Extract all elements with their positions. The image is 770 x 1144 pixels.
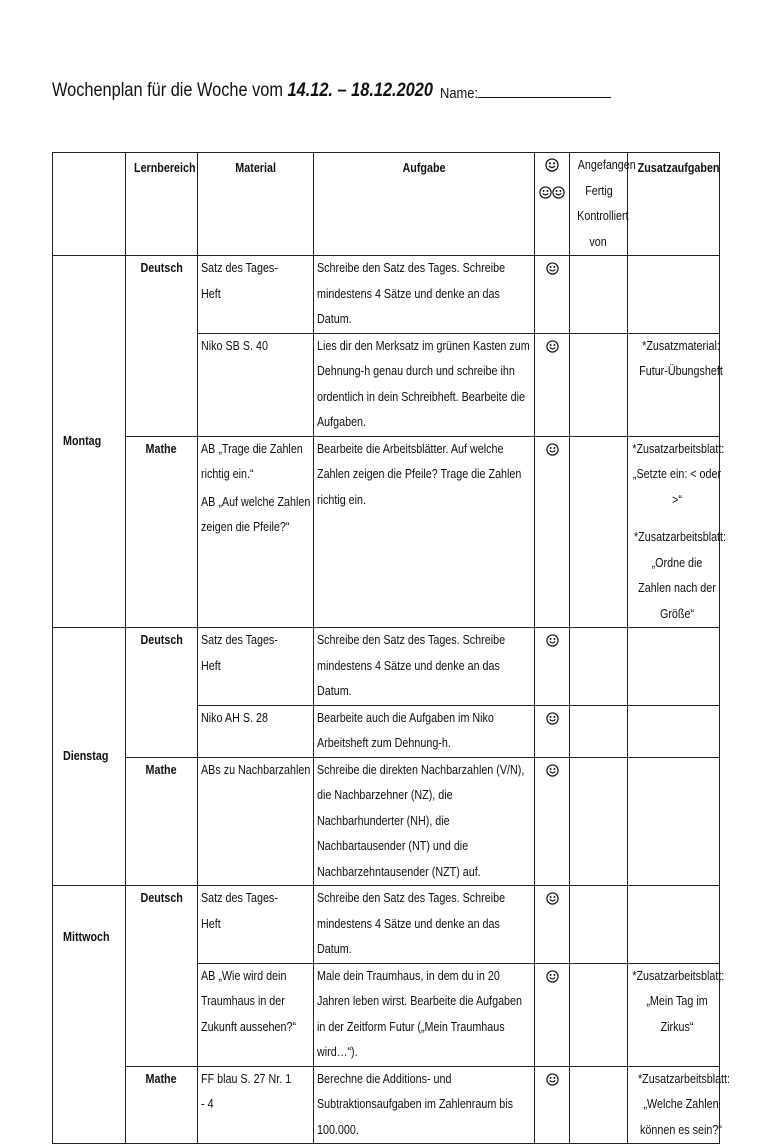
smiley-cell[interactable] [535,1066,570,1144]
status-cell[interactable] [570,436,628,628]
smiley-face-icon [546,764,559,777]
day-mittwoch: Mittwoch [53,886,126,1144]
status-cell[interactable] [570,1066,628,1144]
smiley-face-icon [545,158,559,172]
aufgabe-cell: Male dein Traumhaus, in dem du in 20 Jahren leben wirst. Bearbeite die Aufgaben in der Zeitform Futur („Mein Traumhaus wird…“). [314,963,535,1066]
header-smileys [535,153,570,256]
week-plan-table [52,152,731,1144]
smiley-cell[interactable] [535,886,570,964]
aufgabe-cell: Schreibe den Satz des Tages. Schreibe mindestens 4 Sätze und denke an das Datum. [314,256,535,334]
page-title: Wochenplan für die Woche vom 14.12. – 18.12.2020 [52,80,433,101]
subject-cell: Deutsch [126,886,198,1067]
name-label: Name: [440,85,479,102]
smiley-face-icon [539,186,552,199]
status-cell[interactable] [570,256,628,334]
status-cell[interactable] [570,757,628,886]
subject-cell: Deutsch [126,628,198,758]
smiley-face-icon [546,892,559,905]
smiley-face-icon [546,970,559,983]
status-cell[interactable] [570,705,628,757]
smiley-cell[interactable] [535,333,570,436]
status-cell[interactable] [570,333,628,436]
aufgabe-cell: Bearbeite auch die Aufgaben im Niko Arbeitsheft zum Dehnung-h. [314,705,535,757]
smiley-cell[interactable] [535,436,570,628]
material-cell: ABs zu Nachbarzahlen [198,757,314,886]
aufgabe-cell: Lies dir den Merksatz im grünen Kasten zum Dehnung-h genau durch und schreibe ihn ordentlich in dein Schreibheft. Bearbeite die Aufgaben. [314,333,535,436]
smiley-face-icon [546,634,559,647]
status-cell[interactable] [570,628,628,706]
subject-cell: Mathe [126,1066,198,1144]
day-dienstag: Dienstag [53,628,126,886]
smiley-face-icon [546,443,559,456]
material-cell: AB „Wie wird dein Traumhaus in der Zukunft aussehen?“ [198,963,314,1066]
smiley-cell[interactable] [535,705,570,757]
header-lernbereich: Lernbereich [126,153,198,256]
subject-cell: Deutsch [126,256,198,437]
zusatz-cell [628,705,720,757]
material-cell: FF blau S. 27 Nr. 1 - 4 [198,1066,314,1144]
subject-cell: Mathe [126,757,198,886]
material-cell: Satz des Tages-Heft [198,256,314,334]
table-row [53,436,720,628]
header-zusatz: Zusatzaufgaben [628,153,720,256]
header-aufgabe: Aufgabe [314,153,535,256]
header-status: Angefangen Fertig Kontrolliert von [570,153,628,256]
smiley-cell[interactable] [535,757,570,886]
material-cell: Satz des Tages-Heft [198,628,314,706]
smiley-face-icon [552,186,565,199]
page-header [52,80,652,110]
name-field[interactable] [440,85,611,102]
name-line [478,85,611,98]
subject-cell: Mathe [126,436,198,628]
zusatz-cell [628,256,720,334]
title-dates: 14.12. – 18.12.2020 [287,80,433,101]
smiley-face-icon [546,262,559,275]
table-row [53,628,720,706]
day-montag: Montag [53,256,126,628]
zusatz-cell: *Zusatzarbeitsblatt: „Setzte ein: < oder >“ *Zusatzarbeitsblatt: „Ordne die Zahlen nach der Größe“ [628,436,720,628]
zusatz-cell [628,628,720,706]
smiley-face-icon [546,712,559,725]
smiley-face-icon [546,1073,559,1086]
aufgabe-cell: Schreibe den Satz des Tages. Schreibe mindestens 4 Sätze und denke an das Datum. [314,886,535,964]
smiley-cell[interactable] [535,256,570,334]
smiley-cell[interactable] [535,963,570,1066]
aufgabe-cell: Berechne die Additions- und Subtraktionsaufgaben im Zahlenraum bis 100.000. [314,1066,535,1144]
status-cell[interactable] [570,886,628,964]
material-cell: Niko SB S. 40 [198,333,314,436]
aufgabe-cell: Schreibe die direkten Nachbarzahlen (V/N), die Nachbarzehner (NZ), die Nachbarhunderter (NH), die Nachbartausender (NT) und die Nachbarzehntausender (NZT) auf. [314,757,535,886]
smiley-face-icon [546,340,559,353]
header-day [53,153,126,256]
zusatz-cell: *Zusatzarbeitsblatt: „Welche Zahlen können es sein?“ [628,1066,720,1144]
smiley-cell[interactable] [535,628,570,706]
material-cell: Satz des Tages-Heft [198,886,314,964]
table-row [53,886,720,964]
header-material: Material [198,153,314,256]
status-cell[interactable] [570,963,628,1066]
zusatz-cell: *Zusatzarbeitsblatt: „Mein Tag im Zirkus“ [628,963,720,1066]
material-cell: Niko AH S. 28 [198,705,314,757]
table-row [53,256,720,334]
table-row [53,757,720,886]
table-header-row [53,153,720,256]
material-cell: AB „Trage die Zahlen richtig ein.“ AB „Auf welche Zahlen zeigen die Pfeile?“ [198,436,314,628]
aufgabe-cell: Bearbeite die Arbeitsblätter. Auf welche Zahlen zeigen die Pfeile? Trage die Zahlen richtig ein. [314,436,535,628]
zusatz-cell: *Zusatzmaterial: Futur-Übungsheft [628,333,720,436]
zusatz-cell [628,757,720,886]
table-row [53,1066,720,1144]
aufgabe-cell: Schreibe den Satz des Tages. Schreibe mindestens 4 Sätze und denke an das Datum. [314,628,535,706]
zusatz-cell [628,886,720,964]
